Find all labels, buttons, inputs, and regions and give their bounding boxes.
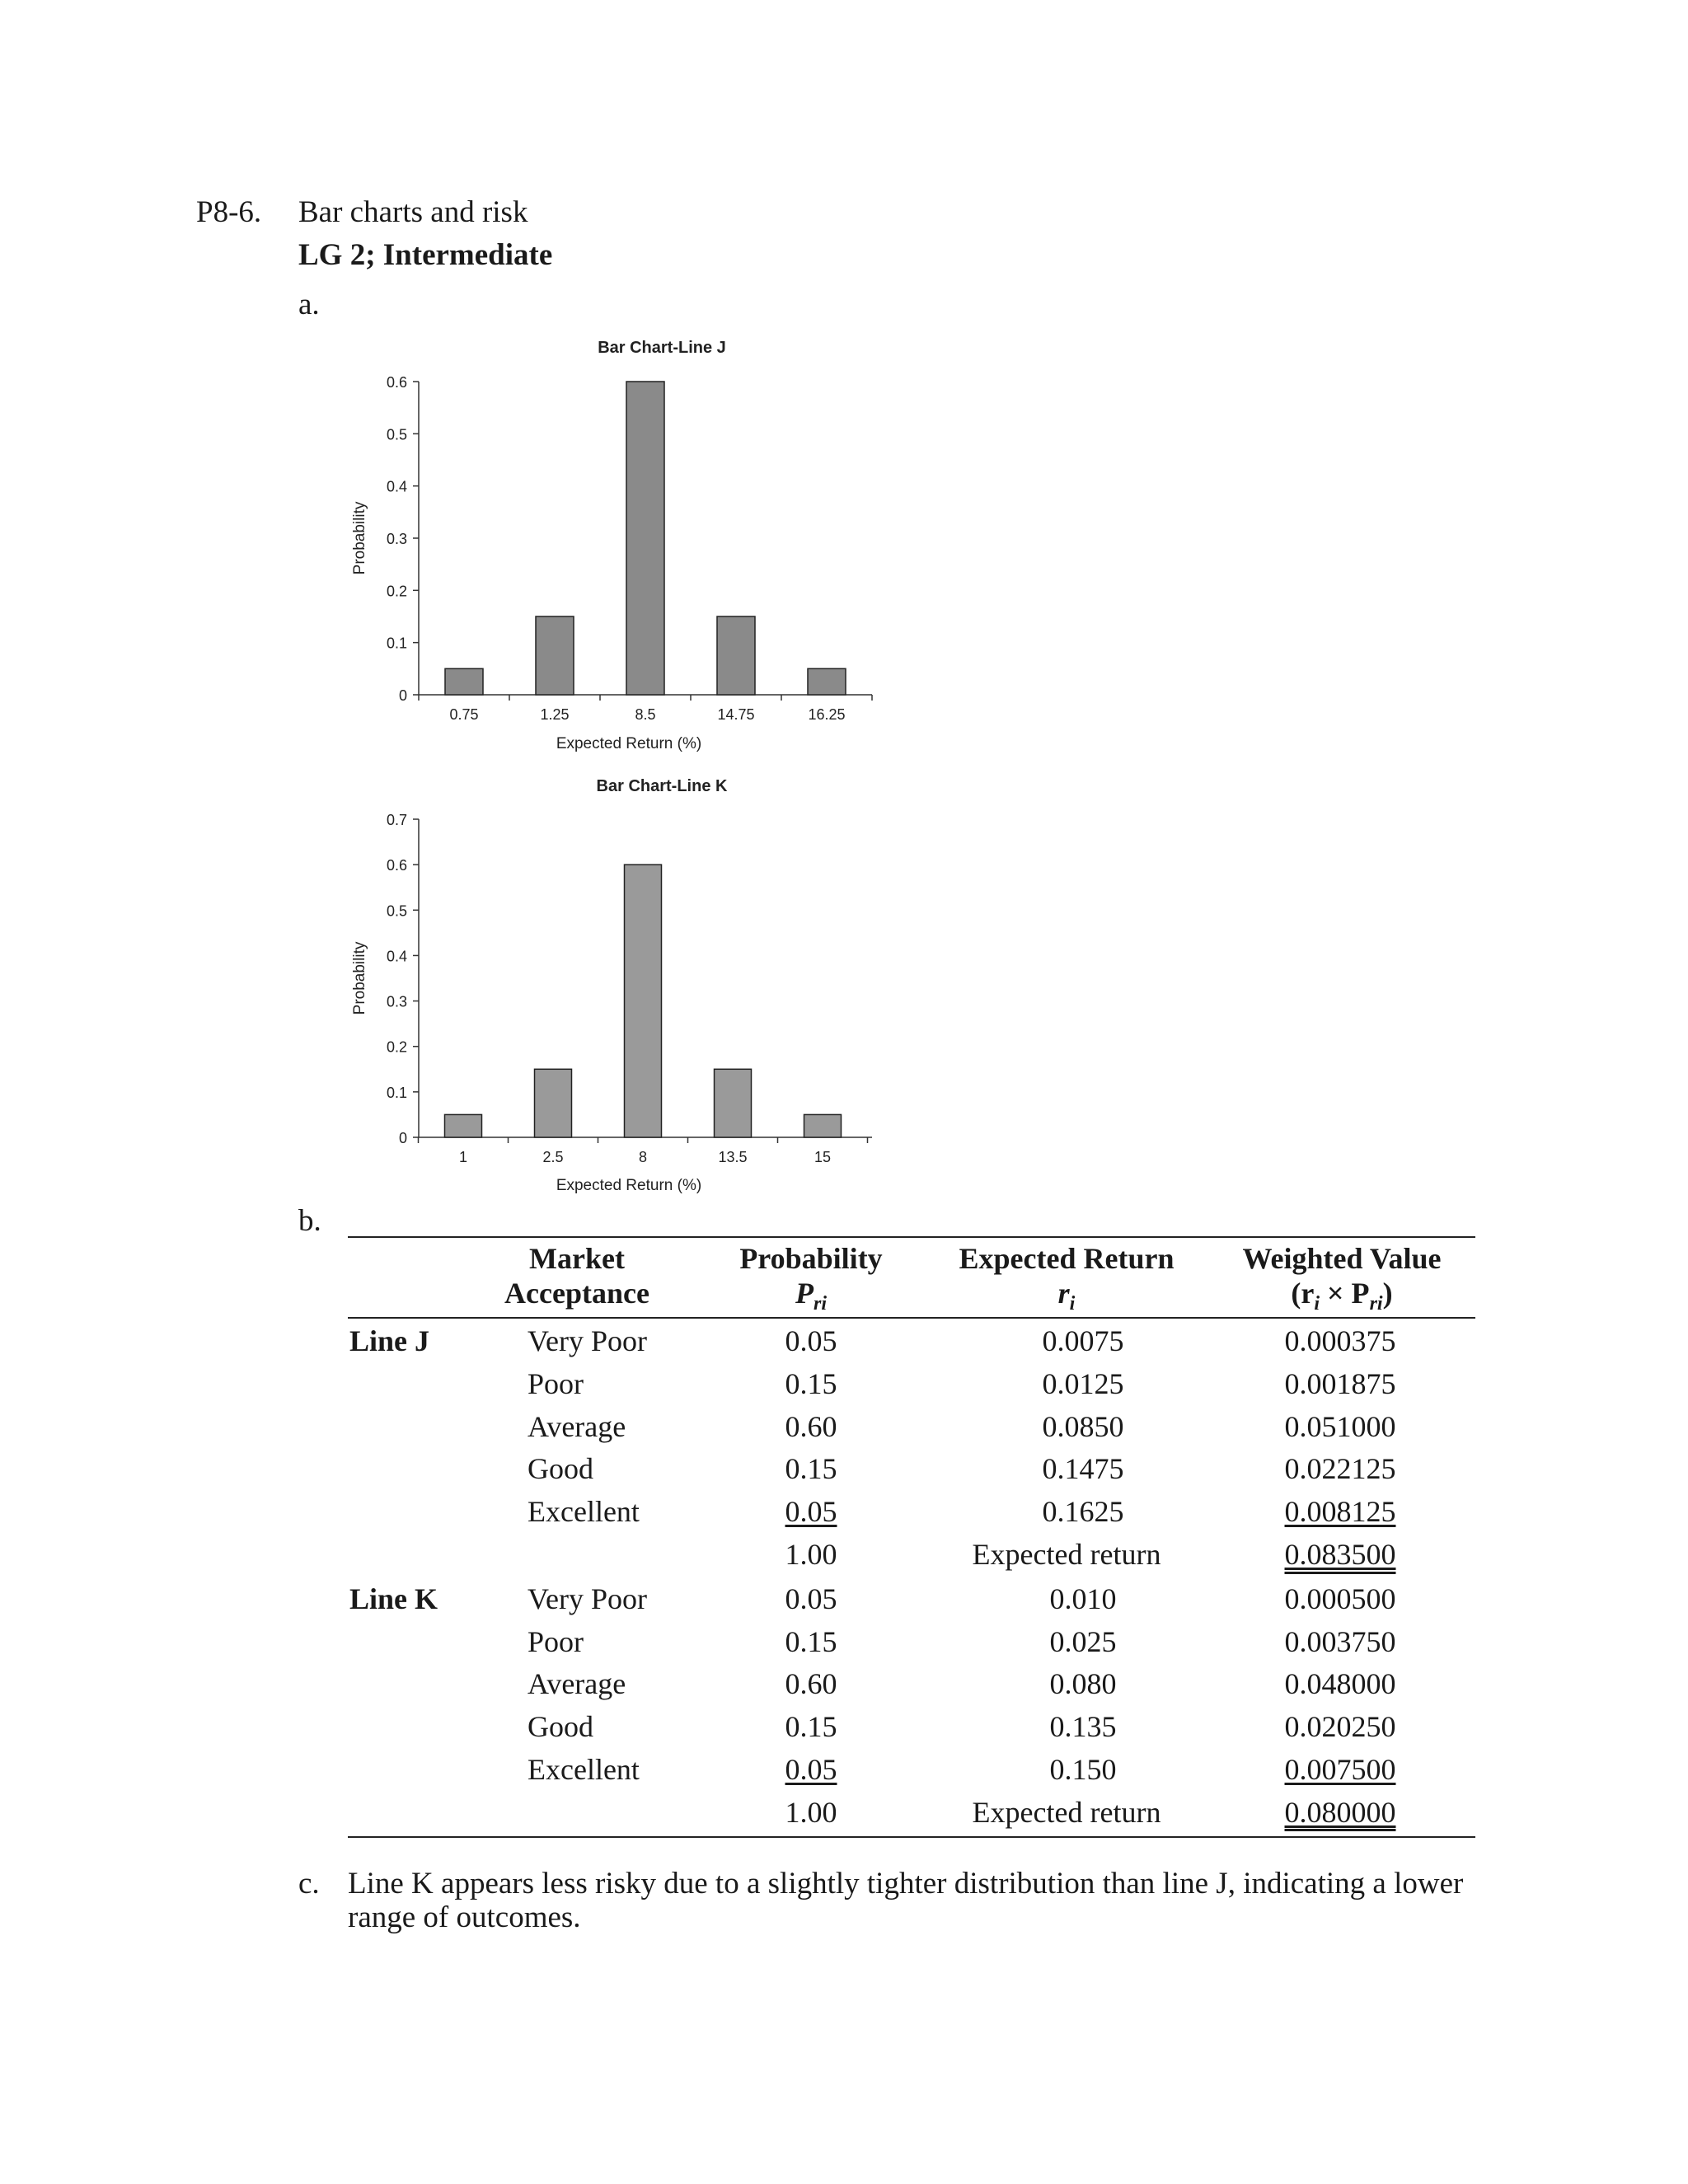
line-j-bar (445, 668, 483, 695)
weighted-value-cell: 0.051000 (1284, 1409, 1396, 1443)
line-j-bar (536, 616, 574, 695)
line-k-x-tick-label: 8 (638, 1149, 648, 1165)
header-probability: Probability $P_{ri}$ (739, 1242, 883, 1315)
line-k-bar (535, 1069, 572, 1137)
expected-return-cell: 0.135 (1049, 1710, 1117, 1744)
line-j-x-tick-label: 16.25 (808, 706, 846, 723)
acceptance-cell: Very Poor (528, 1582, 647, 1615)
line-j-group-label: Line J (349, 1324, 430, 1357)
line-k-bar (445, 1114, 482, 1137)
line-j-bar (808, 668, 846, 695)
line-j-x-tick-label: 1.25 (540, 706, 570, 723)
probability-cell: 0.15 (785, 1624, 837, 1658)
line-j-y-axis-label: Probability (351, 501, 368, 575)
acceptance-cell: Excellent (528, 1753, 640, 1786)
line-k-bar (715, 1069, 752, 1137)
table-bottom-rule (348, 1836, 1475, 1838)
probability-cell: 0.05 (785, 1582, 837, 1615)
probability-cell: 0.15 (785, 1452, 837, 1486)
probability-cell: 0.05 (785, 1495, 837, 1529)
weighted-value-cell: 0.000500 (1284, 1582, 1396, 1615)
line-k-y-tick-label: 0.3 (386, 993, 407, 1010)
header-weighted-value: Weighted Value $(r_i \times P_{ri})$ (1242, 1242, 1442, 1315)
part-c-text-line1: Line K appears less risky due to a slightly tighter distribution than line J, indicating a lower (348, 1867, 1464, 1900)
expected-return-cell: 0.0125 (1042, 1366, 1124, 1400)
acceptance-cell: Very Poor (528, 1324, 647, 1357)
probability-cell: 0.05 (785, 1324, 837, 1357)
line-k-x-tick-label: 15 (814, 1149, 832, 1165)
probability-total-cell: 1.00 (785, 1795, 837, 1829)
part-a-label: a. (298, 288, 320, 321)
expected-return-total-label: Expected return (972, 1538, 1161, 1571)
expected-return-cell: 0.150 (1049, 1753, 1117, 1786)
table-top-rule (348, 1236, 1475, 1238)
line-k-y-tick-label: 0.2 (386, 1038, 407, 1056)
line-k-y-tick-label: 0.4 (386, 948, 407, 965)
line-k-group-label: Line K (349, 1582, 438, 1615)
line-j-chart-title: Bar Chart-Line J (598, 339, 726, 357)
line-k-y-tick-label: 0 (398, 1130, 407, 1146)
acceptance-cell: Good (528, 1452, 593, 1486)
expected-return-cell: 0.080 (1049, 1667, 1117, 1701)
acceptance-cell: Good (528, 1710, 593, 1744)
acceptance-cell: Average (528, 1667, 626, 1701)
expected-return-cell: 0.0850 (1042, 1409, 1124, 1443)
weighted-value-cell: 0.000375 (1284, 1324, 1396, 1357)
probability-cell: 0.60 (785, 1667, 837, 1701)
line-j-y-tick-label: 0.2 (386, 583, 407, 600)
line-j-y-tick-label: 0.5 (386, 426, 407, 443)
expected-return-cell: 0.025 (1049, 1624, 1117, 1658)
weighted-value-cell: 0.020250 (1284, 1710, 1396, 1744)
line-j-x-tick-label: 8.5 (635, 706, 656, 723)
problem-subtitle: LG 2; Intermediate (298, 238, 553, 272)
expected-return-cell: 0.1475 (1042, 1452, 1124, 1486)
part-c-text-line2: range of outcomes. (348, 1900, 581, 1934)
expected-return-cell: 0.010 (1049, 1582, 1117, 1615)
line-k-y-tick-label: 0.5 (386, 902, 407, 920)
part-b-label: b. (298, 1204, 321, 1238)
line-k-x-tick-label: 2.5 (542, 1149, 564, 1165)
line-k-y-axis-label: Probability (351, 941, 368, 1015)
acceptance-cell: Poor (528, 1624, 584, 1658)
line-k-x-axis-label: Expected Return (%) (556, 1177, 702, 1194)
weighted-value-cell: 0.003750 (1284, 1624, 1396, 1658)
line-j-bar (626, 382, 664, 695)
line-j-y-tick-label: 0.1 (386, 635, 407, 652)
expected-return-total-label: Expected return (972, 1795, 1161, 1829)
header-expected-return: Expected Return $r_i$ (959, 1242, 1175, 1315)
acceptance-cell: Poor (528, 1366, 584, 1400)
line-k-chart-title: Bar Chart-Line K (596, 777, 728, 795)
line-j-x-tick-label: 14.75 (717, 706, 755, 723)
expected-return-total-value: 0.080000 (1284, 1795, 1396, 1829)
problem-number: P8-6. (196, 195, 262, 229)
weighted-value-cell: 0.022125 (1284, 1452, 1396, 1486)
line-k-y-tick-label: 0.6 (386, 857, 407, 874)
part-c-label: c. (298, 1867, 320, 1900)
line-k-y-tick-label: 0.1 (386, 1084, 407, 1101)
line-k-y-tick-label: 0.7 (386, 812, 407, 828)
line-j-y-tick-label: 0.3 (386, 531, 407, 547)
line-k-bar (625, 865, 662, 1137)
line-k-x-tick-label: 13.5 (718, 1149, 748, 1165)
line-j-y-tick-label: 0.4 (386, 478, 407, 495)
header-market-acceptance: Market Acceptance (504, 1242, 649, 1310)
line-j-y-tick-label: 0 (398, 687, 407, 704)
probability-cell: 0.15 (785, 1366, 837, 1400)
weighted-value-cell: 0.007500 (1284, 1753, 1396, 1786)
probability-cell: 0.60 (785, 1409, 837, 1443)
table-header-rule (348, 1317, 1475, 1319)
acceptance-cell: Excellent (528, 1495, 640, 1529)
probability-cell: 0.15 (785, 1710, 837, 1744)
acceptance-cell: Average (528, 1409, 626, 1443)
line-j-bar (717, 616, 755, 695)
expected-return-total-value: 0.083500 (1284, 1538, 1396, 1571)
line-j-y-tick-label: 0.6 (386, 374, 407, 391)
weighted-value-cell: 0.048000 (1284, 1667, 1396, 1701)
probability-total-cell: 1.00 (785, 1538, 837, 1571)
line-j-x-axis-label: Expected Return (%) (556, 735, 702, 752)
line-j-x-tick-label: 0.75 (449, 706, 479, 723)
expected-return-cell: 0.0075 (1042, 1324, 1124, 1357)
probability-cell: 0.05 (785, 1753, 837, 1786)
weighted-value-cell: 0.008125 (1284, 1495, 1396, 1529)
problem-title: Bar charts and risk (298, 195, 528, 229)
line-k-x-tick-label: 1 (458, 1149, 468, 1165)
line-k-bar (804, 1114, 842, 1137)
expected-return-cell: 0.1625 (1042, 1495, 1124, 1529)
weighted-value-cell: 0.001875 (1284, 1366, 1396, 1400)
